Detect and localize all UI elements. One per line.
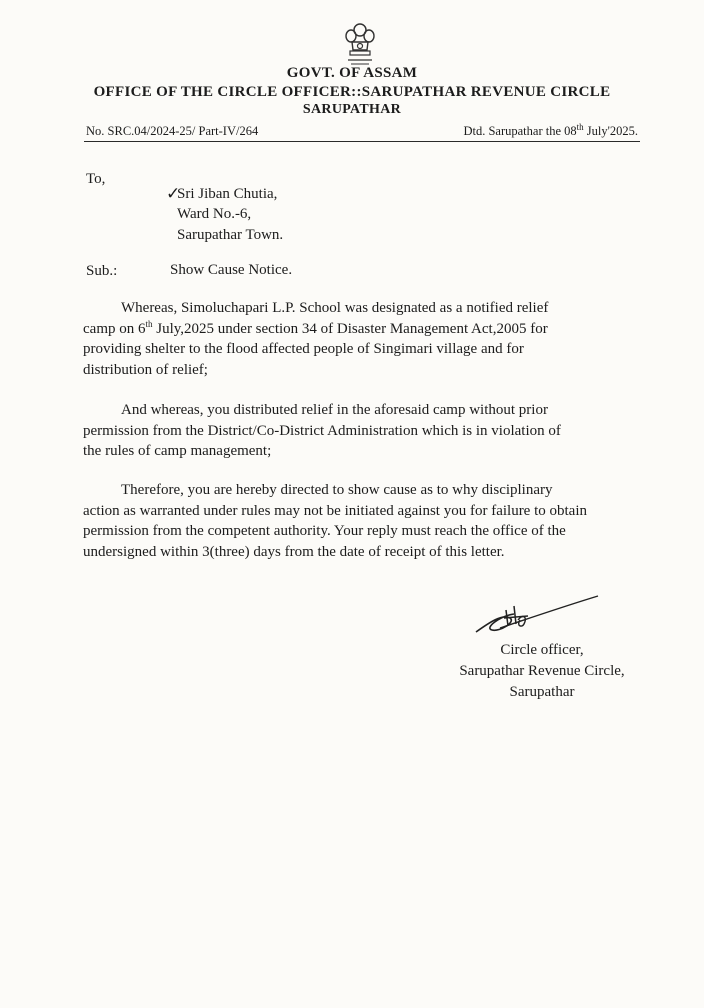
letterhead-govt: GOVT. OF ASSAM [286, 65, 418, 81]
signatory-block [442, 640, 642, 703]
recipient-ward: Ward No.-6, [177, 206, 252, 222]
letterhead-place: SARUPATHAR [302, 102, 402, 117]
recipient-name: Sri Jiban Chutia, [177, 186, 278, 202]
recipient-town: Sarupathar Town. [177, 227, 284, 243]
paragraph-therefore: Therefore, you are hereby directed to show cause as to why disciplinary action as warranted under rules may not be initiated against you for failure to obtain permission from the competent authority. Your reply must reach the office of the undersigned within 3(three) days from the date of receipt of this letter. [83, 482, 588, 560]
signatory-title: Circle officer, [500, 642, 584, 658]
paragraph-and-whereas: And whereas, you distributed relief in the aforesaid camp without prior permission from the District/Co-District Administration which is in violation of the rules of camp management; [83, 402, 561, 459]
letterhead-office: OFFICE OF THE CIRCLE OFFICER::SARUPATHAR REVENUE CIRCLE [93, 84, 611, 100]
subject-text: Show Cause Notice. [170, 262, 293, 278]
to-label: To, [86, 171, 106, 187]
letter-date: Dtd. Sarupathar the 08th July'2025. [463, 121, 638, 138]
signatory-place: Sarupathar [509, 684, 575, 700]
header-rule [84, 141, 640, 142]
tick-mark: ✓ [166, 184, 181, 203]
signatory-circle: Sarupathar Revenue Circle, [459, 663, 625, 679]
paragraph-whereas: Whereas, Simoluchapari L.P. School was designated as a notified relief camp on 6th July,2025 under section 34 of Disaster Management Act,2005 for providing shelter to the flood affected people of Singimari village and for distribution of relief; [83, 300, 549, 378]
subject-label: Sub.: [86, 263, 118, 279]
reference-row [86, 121, 638, 142]
signature-icon [470, 592, 602, 640]
reference-number: No. SRC.04/2024-25/ Part-IV/264 [86, 124, 259, 138]
state-emblem-icon [340, 20, 380, 68]
